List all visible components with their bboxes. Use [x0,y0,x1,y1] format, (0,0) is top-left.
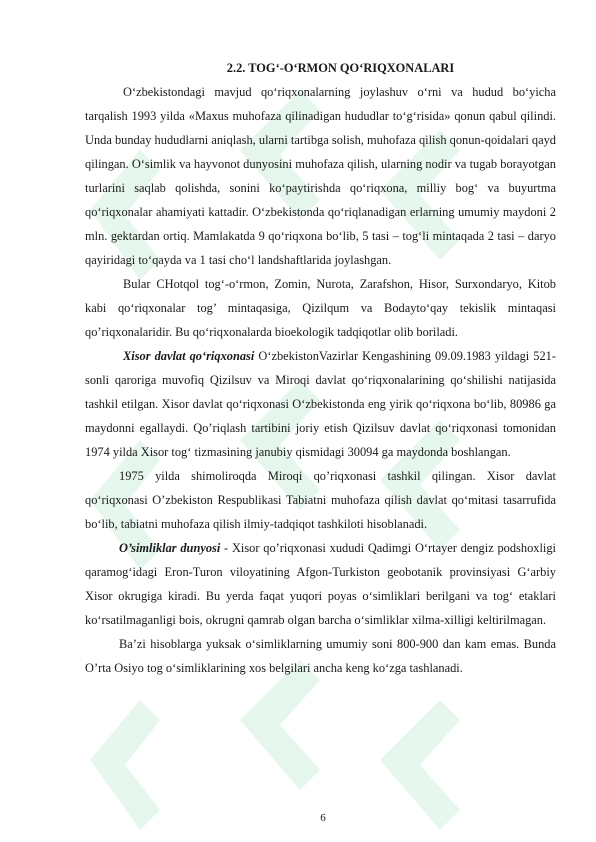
paragraph-miroqi: 1975 yilda shimoliroqda Miroqi qo’riqxonasi tashkil qilingan. Xisor davlat qo‘riqxonasi O’zbekiston Respublikasi Tabiatni muhofaza qilish davlat qo‘mitasi tasarrufida bo‘lib, tabiatni muhofaza qilish ilmiy-tadqiqot tashkiloti hisoblanadi. [85,469,556,531]
paragraph-intro: O‘zbekistondagi mavjud qo‘riqxonalarning joylashuv o‘rni va hudud bo‘yicha tarqalish 1993 yilda «Maxus muhofaza qilinadigan hududlar to‘g‘risida» qonun qabul qilindi. Unda bunday hududlarni aniqlash, ularni tartibga solish, muhofaza qilish qonun-qoidalari qayd qilingan. O‘simlik va hayvonot dunyosini muhofaza qilish, ularning nodir va tugab borayotgan turlarini saqlab qolishda, sonini ko‘paytirishda qo‘riqxona, milliy bog‘ va buyurtma qo‘riqxonalar ahamiyati kattadir. O‘zbekistonda qo‘riqlanadigan erlarning umumiy maydoni 2 mln. gektardan ortiq. Mamlakatda 9 qo‘riqxona bo‘lib, 5 tasi – tog‘li mintaqada 2 tasi – daryo qayiridagi to‘qayda va 1 tasi cho‘l landshaftlarida joylashgan. [85,85,556,267]
flora-term: O’simliklar dunyosi [119,541,221,555]
paragraph-hisor-reserve [85,344,556,464]
page-number: 6 [320,812,326,824]
paragraph-flora [85,536,556,632]
flora-text: - Xisor qo’riqxonasi xududi Qadimgi O‘rtayer dengiz podshoxligi qaramog‘idagi Eron-Turon viloyatining Afgon-Turkiston geobotanik provinsiyasi G‘arbiy Xisor okrugiga kiradi. Bu yerda faqat yuqori poyas o‘simliklari berilgani va tog‘ etaklari ko‘rsatilmaganligi bois, okrugni qamrab olgan barcha o‘simliklar xilma-xilligi keltirilmagan. [85,541,556,627]
paragraph-reserves-list: Bular CHotqol tog‘-o‘rmon, Zomin, Nurota, Zarafshon, Hisor, Surxondaryo, Kitob kabi qo‘riqxonalar tog’ mintaqasiga, Qizilqum va Bodayto‘qay tekislik mintaqasi qo’riqxonalaridir. Bu qo‘riqxonalarda bioekologik tadqiqotlar olib boriladi. [85,277,556,339]
hisor-reserve-text: O‘zbekistonVazirlar Kengashining 09.09.1983 yildagi 521-sonli qaroriga muvofiq Qizilsuv va Miroqi davlat qo‘riqxonalarining qo‘shilishi natijasida tashkil etilgan. Xisor davlat qo‘riqxonasi O‘zbekistonda eng yirik qo‘riqxona bo‘lib, 80986 ga maydonni egallaydi. Qo’riqlash tartibini joriy etish Qizilsuv davlat qo‘riqxonasi tomonidan 1974 yilda Xisor tog‘ tizmasining janubiy qismidagi 30094 ga maydonda boshlangan. [85,349,557,459]
hisor-reserve-term: Xisor davlat qo‘riqxonasi [123,349,255,363]
paragraph-plant-count: Ba’zi hisoblarga yuksak o‘simliklarning umumiy soni 800-900 dan kam emas. Bunda O’rta Osiyo tog o‘simliklarining xos belgilari ancha keng ko‘zga tashlanadi. [85,637,556,675]
document-body [85,56,556,680]
section-heading: 2.2. TOG‘-O‘RMON QO‘RIQXONALARI [226,61,455,75]
